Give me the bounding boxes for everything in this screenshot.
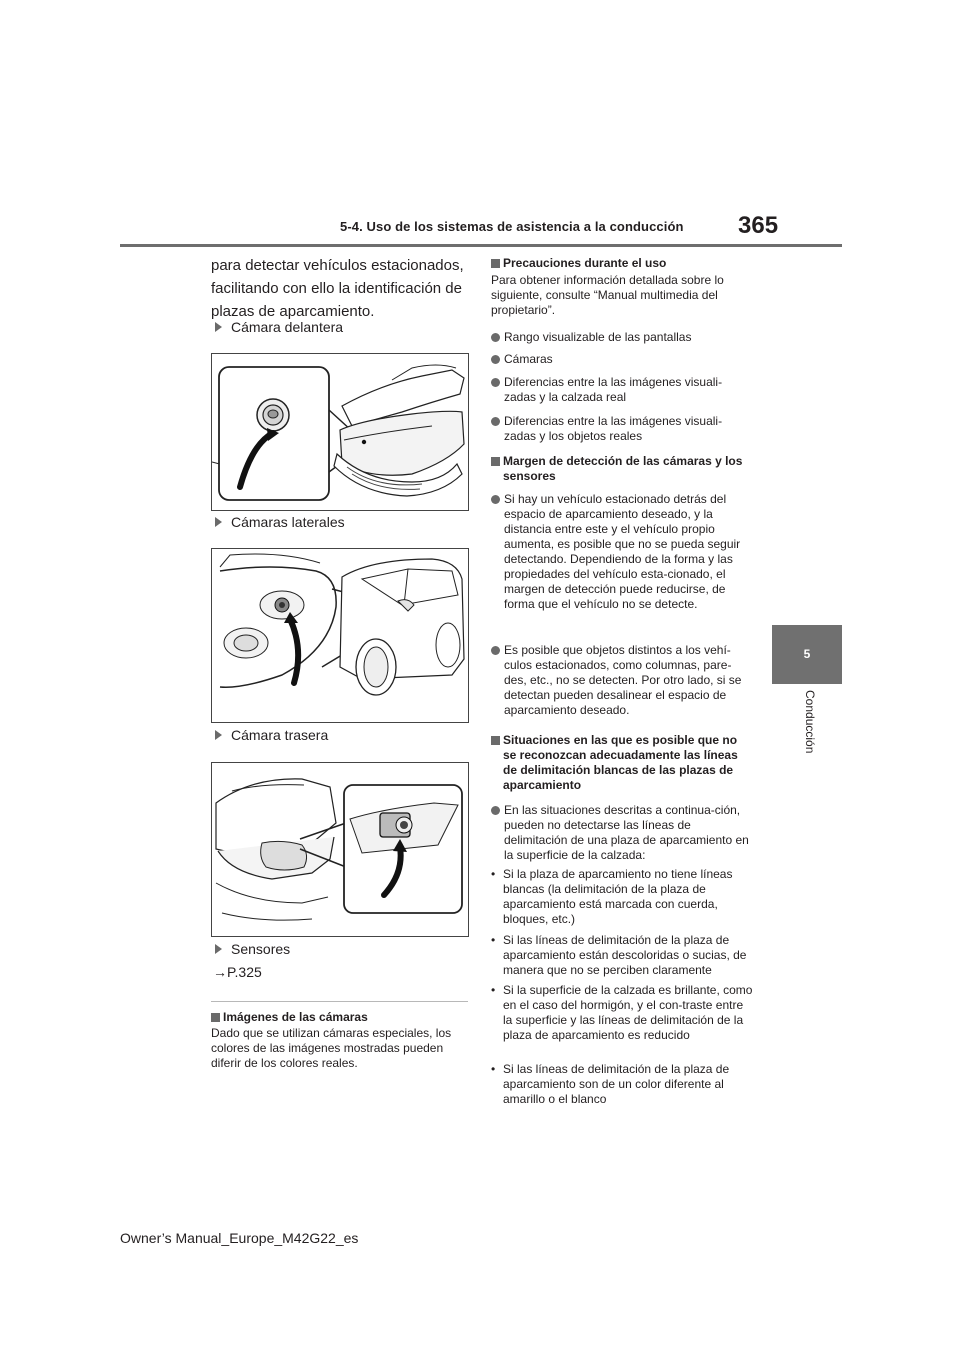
page-number: 365 [738, 212, 779, 239]
sub-bullet-icon: • [491, 933, 496, 947]
side-cameras-illustration [211, 548, 469, 723]
list-item: Si hay un vehículo estacionado detrás del espacio de aparcamiento deseado, y la distancia entre este y el vehículo propio aumenta, es posible que no se pueda seguir detectando. Dependiendo de la forma y las propiedades del vehículo esta-cionado, el margen de detección puede reducirse, de forma que el vehículo no se detecte. [491, 492, 753, 612]
square-marker-icon [491, 259, 500, 268]
list-item: Rango visualizable de las pantallas [491, 330, 753, 345]
rear-camera-illustration [211, 762, 469, 937]
item-front-camera [213, 319, 343, 335]
item-label: Cámaras laterales [231, 514, 345, 530]
image-section-heading: Imágenes de las cámaras [211, 1010, 471, 1025]
item-side-cameras [213, 514, 345, 530]
item-label: Sensores [231, 941, 291, 957]
precautions-text: Para obtener información detallada sobre lo siguiente, consulte “Manual multimedia del propietario”. [491, 273, 724, 317]
sub-list-item: • Si la superficie de la calzada es brillante, como en el caso del hormigón, y el con-traste entre la superficie y las líneas de delimitación de la plaza de aparcamiento es reducido [491, 983, 753, 1042]
item-label: Cámara delantera [231, 319, 344, 335]
list-item: Diferencias entre la las imágenes visuali-zadas y la calzada real [491, 375, 753, 405]
arrow-marker-icon [215, 730, 222, 740]
bullet-dot-icon [491, 378, 500, 387]
sub-list-item: • Si las líneas de delimitación de la plaza de aparcamiento son de un color diferente al amarillo o el blanco [491, 1062, 730, 1106]
bullet-dot-icon [491, 495, 500, 504]
sub-bullet-icon: • [491, 983, 496, 997]
bullet-dot-icon [491, 355, 500, 364]
arrow-marker-icon [215, 322, 222, 332]
intro-paragraph: para detectar vehículos estacionados, facilitando con ello la identificación de plazas de aparcamiento. [211, 257, 464, 320]
chapter-tab-label: Conducción [803, 690, 817, 754]
section-title: 5-4. Uso de los sistemas de asistencia a la conducción [340, 219, 684, 234]
item-rear-camera [213, 727, 328, 743]
sub-bullet-icon: • [491, 1062, 496, 1076]
list-item: En las situaciones descritas a continua-ción, pueden no detectarse las líneas de delimitación de una plaza de aparcamiento en la superficie de la calzada: [491, 803, 753, 863]
footer-text: Owner’s Manual_Europe_M42G22_es [120, 1230, 359, 1246]
bullet-dot-icon [491, 806, 500, 815]
section-divider [211, 1001, 468, 1002]
square-marker-icon [491, 457, 500, 466]
arrow-marker-icon [215, 944, 222, 954]
arrow-marker-icon [215, 517, 222, 527]
detection-margin-heading: Margen de detección de las cámaras y los sensores [491, 454, 753, 484]
list-item: Cámaras [491, 352, 753, 367]
item-sensors [213, 941, 290, 957]
front-camera-illustration [211, 353, 469, 511]
page-reference-link[interactable]: →P.325 [213, 964, 262, 980]
list-item: Es posible que objetos distintos a los vehí-culos estacionados, como columnas, pare-des, etc., no se detecten. Por otro lado, si se detectan pueden desalinear el espacio de aparcamiento deseado. [491, 643, 753, 718]
list-item: Diferencias entre la las imágenes visuali-zadas y los objetos reales [491, 414, 753, 444]
square-marker-icon [211, 1013, 220, 1022]
precautions-heading: Precauciones durante el uso [491, 256, 753, 271]
square-marker-icon [491, 736, 500, 745]
bullet-dot-icon [491, 417, 500, 426]
header-rule [120, 244, 842, 247]
bullet-dot-icon [491, 646, 500, 655]
item-label: Cámara trasera [231, 727, 329, 743]
bullet-dot-icon [491, 333, 500, 342]
sub-list-item: • Si la plaza de aparcamiento no tiene líneas blancas (la delimitación de la plaza de aparcamiento está marcada con cuerda, bloques, etc.) [491, 867, 733, 926]
lines-situations-heading: Situaciones en las que es posible que no se reconozcan adecuadamente las líneas de delimitación blancas de las plazas de aparcamiento [491, 733, 753, 793]
sub-list-item: • Si las líneas de delimitación de la plaza de aparcamiento están descoloridas o sucias, de manera que no se perciben claramente [491, 933, 747, 977]
sub-bullet-icon: • [491, 867, 496, 881]
image-section-text: Dado que se utilizan cámaras especiales, los colores de las imágenes mostradas pueden diferir de los colores reales. [211, 1026, 452, 1070]
chapter-tab-number: 5 [772, 625, 842, 684]
